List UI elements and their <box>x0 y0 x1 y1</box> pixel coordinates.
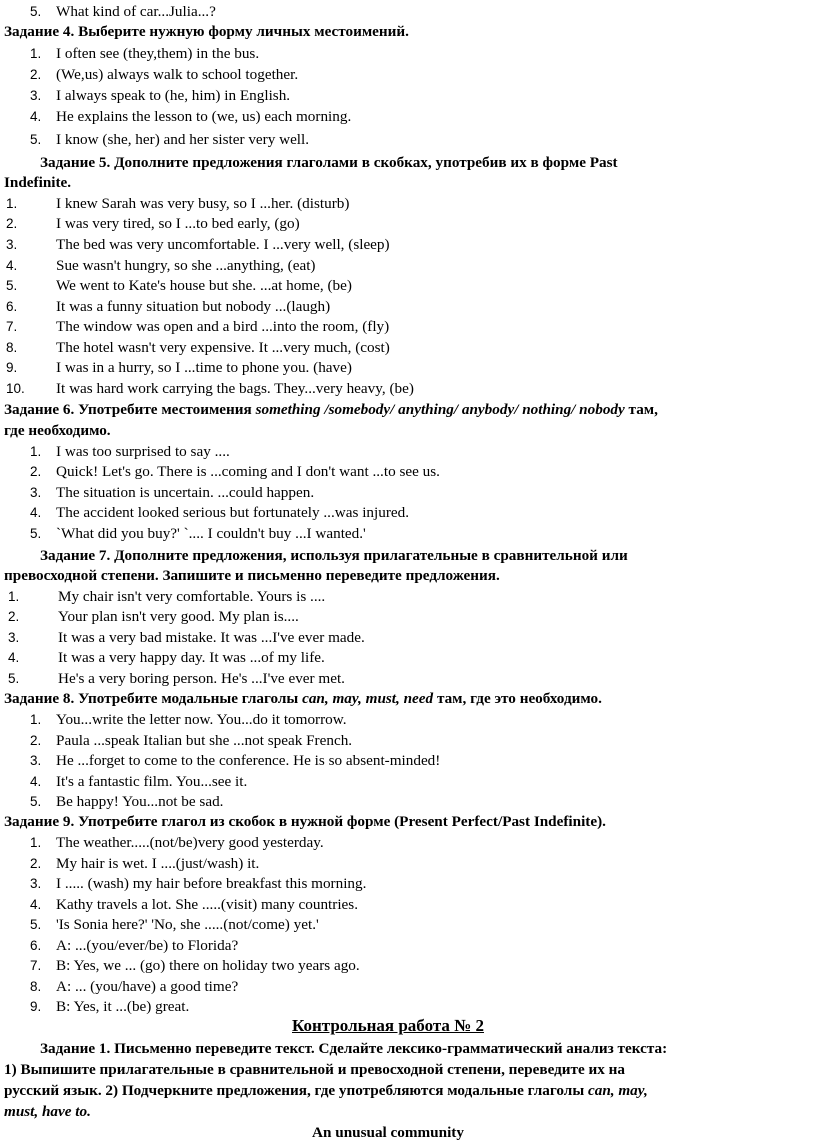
exercise-item <box>56 731 352 751</box>
exercise-item <box>56 792 223 812</box>
line-text-end: там, где это необходимо. <box>433 690 602 707</box>
task-heading <box>4 689 602 709</box>
line-text: What kind of car...Julia...? <box>56 3 216 20</box>
task-heading <box>4 1102 91 1122</box>
line-text: Indefinite. <box>4 174 72 191</box>
line-text: My hair is wet. I ....(just/wash) it. <box>56 855 260 872</box>
line-text: Sue wasn't hungry, so she ...anything, (eat) <box>56 257 316 274</box>
exercise-item <box>56 442 230 462</box>
task-heading <box>40 1039 667 1059</box>
item-number: 4. <box>8 650 20 665</box>
line-text: превосходной степени. Запишите и письменно переведите предложения. <box>4 567 500 584</box>
line-text: Задание 9. Употребите глагол из скобок в нужной форме (Present Perfect/Past Indefinite). <box>4 813 606 830</box>
exercise-item <box>56 317 389 337</box>
exercise-item <box>56 833 324 853</box>
line-text: Be happy! You...not be sad. <box>56 793 224 810</box>
exercise-item <box>56 235 390 255</box>
item-number: 5. <box>30 4 42 19</box>
line-text: I know (she, her) and her sister very well. <box>56 131 310 148</box>
line-text: It was a funny situation but nobody ...(laugh) <box>56 298 331 315</box>
line-text: I was in a hurry, so I ...time to phone you. (have) <box>56 359 352 376</box>
line-text: It's a fantastic film. You...see it. <box>56 773 248 790</box>
item-number: 1. <box>30 444 42 459</box>
line-text: Your plan isn't very good. My plan is.... <box>58 608 299 625</box>
item-number: 3. <box>30 753 42 768</box>
item-number: 2. <box>30 856 42 871</box>
line-text: I ..... (wash) my hair before breakfast this morning. <box>56 875 367 892</box>
exercise-item <box>56 358 352 378</box>
exercise-item <box>56 997 189 1017</box>
line-text: I often see (they,them) in the bus. <box>56 45 260 62</box>
exercise-item <box>56 936 238 956</box>
exercise-item <box>56 194 349 214</box>
item-number: 1. <box>30 46 42 61</box>
item-number: 1. <box>8 589 20 604</box>
line-text: I was very tired, so I ...to bed early, (go) <box>56 215 300 232</box>
item-number: 4. <box>30 109 42 124</box>
line-text: A: ... (you/have) a good time? <box>56 978 239 995</box>
line-text: I was too surprised to say .... <box>56 443 230 460</box>
line-text: Задание 8. Употребите модальные глаголы <box>4 690 303 707</box>
exercise-item <box>56 276 352 296</box>
item-number: 2. <box>8 609 20 624</box>
exercise-item <box>56 710 347 730</box>
exercise-item <box>56 874 366 894</box>
line-text: He's a very boring person. He's ...I've ever met. <box>58 670 345 687</box>
exercise-item <box>58 648 325 668</box>
line-text: B: Yes, we ... (go) there on holiday two years ago. <box>56 957 360 974</box>
line-text: `What did you buy?' `.... I couldn't buy ...I wanted.' <box>56 525 366 542</box>
item-number: 5. <box>6 278 18 293</box>
line-text: The window was open and a bird ...into the room, (fly) <box>56 318 390 335</box>
task-heading <box>40 153 618 173</box>
task-heading <box>4 1060 625 1080</box>
exercise-item <box>56 2 216 22</box>
exercise-item <box>58 628 365 648</box>
item-number: 3. <box>6 237 18 252</box>
italic-text: can, may, must, need <box>302 690 434 707</box>
exercise-item <box>56 107 351 127</box>
exercise-item <box>56 524 366 544</box>
line-text: He ...forget to come to the conference. He is so absent-minded! <box>56 752 441 769</box>
item-number: 10. <box>6 381 25 396</box>
item-number: 2. <box>30 464 42 479</box>
exercise-item <box>56 86 290 106</box>
line-text: The accident looked serious but fortunately ...was injured. <box>56 504 410 521</box>
item-number: 1. <box>30 835 42 850</box>
exercise-item <box>56 977 238 997</box>
line-text: He explains the lesson to (we, us) each morning. <box>56 108 352 125</box>
line-text: It was a very bad mistake. It was ...I've ever made. <box>58 629 365 646</box>
item-number: 3. <box>30 88 42 103</box>
exercise-item <box>58 587 325 607</box>
item-number: 2. <box>30 733 42 748</box>
line-text: Quick! Let's go. There is ...coming and I don't want ...to see us. <box>56 463 440 480</box>
line-text: Задание 5. Дополните предложения глаголами в скобках, употребив их в форме Past <box>40 154 618 171</box>
exercise-item <box>56 256 315 276</box>
exercise-item <box>56 44 259 64</box>
line-text: Задание 7. Дополните предложения, используя прилагательные в сравнительной или <box>40 547 628 564</box>
item-number: 6. <box>30 938 42 953</box>
item-number: 8. <box>6 340 18 355</box>
task-heading <box>4 812 606 832</box>
item-number: 3. <box>30 485 42 500</box>
line-text: 1) Выпишите прилагательные в сравнительной и превосходной степени, переведите их на <box>4 1061 626 1078</box>
line-text: I always speak to (he, him) in English. <box>56 87 291 104</box>
exercise-item <box>56 462 440 482</box>
exercise-item <box>56 214 300 234</box>
exercise-item <box>56 915 319 935</box>
line-text: Kathy travels a lot. She .....(visit) many countries. <box>56 896 358 913</box>
italic-text: can, may, <box>587 1082 648 1099</box>
section-heading: Контрольная работа № 2 <box>292 1016 484 1035</box>
item-number: 4. <box>30 774 42 789</box>
line-text: It was a very happy day. It was ...of my life. <box>58 649 325 666</box>
italic-text: something /somebody/ anything/ anybody/ nothing/ nobody <box>255 401 625 418</box>
exercise-item <box>56 503 409 523</box>
item-number: 9. <box>6 360 18 375</box>
exercise-item <box>56 65 298 85</box>
task-heading <box>40 546 628 566</box>
item-number: 5. <box>8 671 20 686</box>
line-text: Задание 1. Письменно переведите текст. Сделайте лексико-грамматический анализ текста: <box>40 1040 668 1057</box>
line-text: A: ...(you/ever/be) to Florida? <box>56 937 239 954</box>
line-text: Задание 4. Выберите нужную форму личных местоимений. <box>4 23 409 40</box>
item-number: 9. <box>30 999 42 1014</box>
line-text-end: там, <box>624 401 658 418</box>
item-number: 2. <box>6 216 18 231</box>
item-number: 3. <box>30 876 42 891</box>
item-number: 6. <box>6 299 18 314</box>
task-heading <box>4 22 409 42</box>
line-text: русский язык. 2) Подчеркните предложения, где употребляются модальные глаголы <box>4 1082 588 1099</box>
item-number: 5. <box>30 794 42 809</box>
task-heading <box>4 1081 648 1101</box>
line-text: (We,us) always walk to school together. <box>56 66 299 83</box>
item-number: 4. <box>6 258 18 273</box>
exercise-item <box>56 379 414 399</box>
exercise-item <box>58 669 345 689</box>
line-text: We went to Kate's house but she. ...at home, (be) <box>56 277 352 294</box>
exercise-item <box>56 956 360 976</box>
exercise-item <box>56 130 309 150</box>
line-text: Задание 6. Употребите местоимения <box>4 401 256 418</box>
line-text: The bed was very uncomfortable. I ...very well, (sleep) <box>56 236 390 253</box>
exercise-item <box>58 607 299 627</box>
task-heading <box>4 173 71 193</box>
exercise-item <box>56 895 358 915</box>
italic-text: must, have to. <box>4 1103 91 1120</box>
line-text: I knew Sarah was very busy, so I ...her. (disturb) <box>56 195 350 212</box>
item-number: 1. <box>6 196 18 211</box>
exercise-item <box>56 854 259 874</box>
item-number: 5. <box>30 132 42 147</box>
item-number: 5. <box>30 526 42 541</box>
line-text: The situation is uncertain. ...could happen. <box>56 484 315 501</box>
item-number: 7. <box>6 319 18 334</box>
text-title: An unusual community <box>312 1124 464 1141</box>
line-text: Paula ...speak Italian but she ...not speak French. <box>56 732 353 749</box>
line-text: где необходимо. <box>4 422 111 439</box>
item-number: 7. <box>30 958 42 973</box>
line-text: You...write the letter now. You...do it tomorrow. <box>56 711 347 728</box>
task-heading <box>4 566 500 586</box>
item-number: 3. <box>8 630 20 645</box>
item-number: 5. <box>30 917 42 932</box>
item-number: 4. <box>30 897 42 912</box>
line-text: The hotel wasn't very expensive. It ...very much, (cost) <box>56 339 390 356</box>
exercise-item <box>56 751 440 771</box>
line-text: My chair isn't very comfortable. Yours is .... <box>58 588 326 605</box>
line-text: 'Is Sonia here?' 'No, she .....(not/come) yet.' <box>56 916 319 933</box>
exercise-item <box>56 772 247 792</box>
exercise-item <box>56 338 390 358</box>
line-text: It was hard work carrying the bags. They...very heavy, (be) <box>56 380 414 397</box>
task-heading <box>4 400 658 420</box>
item-number: 4. <box>30 505 42 520</box>
exercise-item <box>56 297 330 317</box>
item-number: 2. <box>30 67 42 82</box>
item-number: 8. <box>30 979 42 994</box>
item-number: 1. <box>30 712 42 727</box>
exercise-item <box>56 483 314 503</box>
line-text: B: Yes, it ...(be) great. <box>56 998 190 1015</box>
task-heading <box>4 421 111 441</box>
line-text: The weather.....(not/be)very good yesterday. <box>56 834 324 851</box>
